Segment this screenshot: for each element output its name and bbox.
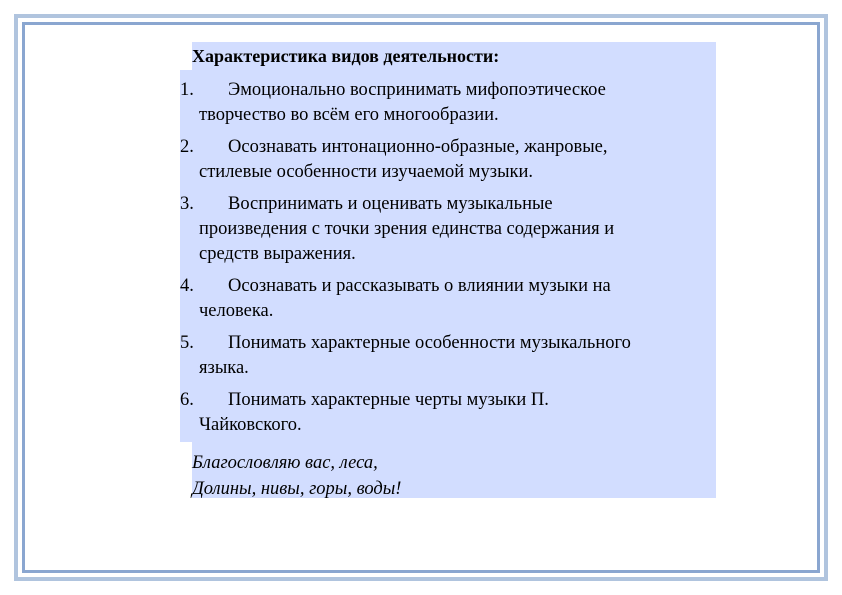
list-item [180,192,710,267]
item-text-continued: стилевые особенности изучаемой музыки. [199,162,534,182]
item-text-continued: языка. [199,358,249,378]
item-number: 1. [180,80,194,100]
item-text: Осознавать интонационно-образные, жанровые, [228,137,608,157]
item-number: 4. [180,276,194,296]
item-text-continued: средств выражения. [199,244,356,264]
item-number: 2. [180,137,194,157]
item-number: 6. [180,390,194,410]
item-number: 5. [180,333,194,353]
item-text: Понимать характерные черты музыки П. [228,390,549,410]
item-text-continued: творчество во всём его многообразии. [199,105,499,125]
item-number: 3. [180,194,194,214]
item-text: Воспринимать и оценивать музыкальные [228,194,553,214]
item-text: Эмоционально воспринимать мифопоэтическое [228,80,606,100]
item-text: Понимать характерные особенности музыкального [228,333,631,353]
section-title: Характеристика видов деятельности: [192,46,500,66]
list-item [180,331,710,381]
poem-line: Благословляю вас, леса, [192,453,378,473]
list-item [180,388,710,438]
item-text-continued: произведения с точки зрения единства содержания и [199,219,615,239]
item-text: Осознавать и рассказывать о влиянии музыки на [228,276,611,296]
list-item [180,135,710,185]
poem-quote [192,450,401,502]
poem-line: Долины, нивы, горы, воды! [192,479,402,499]
activity-list [180,78,710,445]
list-item [180,78,710,128]
list-item [180,274,710,324]
item-text-continued: человека. [199,301,274,321]
item-text-continued: Чайковского. [199,415,302,435]
